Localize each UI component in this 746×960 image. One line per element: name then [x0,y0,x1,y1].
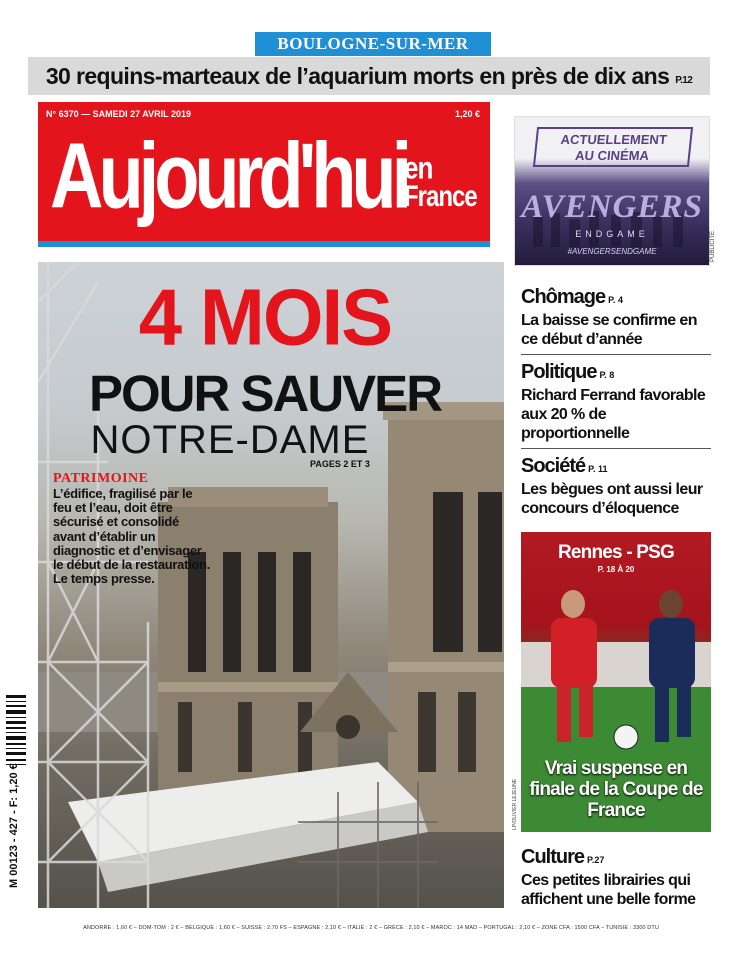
teaser-culture[interactable] [521,846,711,920]
teaser-category: Société [521,455,586,477]
teaser-category: Politique [521,361,597,383]
ad-subtitle: ENDGAME [575,229,649,239]
teaser-page: P. 8 [599,370,615,380]
sport-caption: Vrai suspense en finale de la Coupe de France [529,758,703,821]
masthead-logo-france: France [404,179,477,214]
sport-teaser[interactable] [521,532,711,832]
ad-badge-line1: ACTUELLEMENT [559,132,668,147]
avengers-ad[interactable] [514,116,710,266]
ad-label: PUBLICITÉ [710,230,716,262]
teaser-page: P. 11 [588,464,608,474]
teaser-page: P. 4 [608,295,623,305]
masthead [38,102,490,247]
lede-text: L’édifice, fragilisé par le feu et l’eau, doit être sécurisé et consolidé avant d’établir un diagnostic et d’envisager le début de la restauration. Le temps presse. [53,486,211,587]
teaser-chomage[interactable] [521,286,711,355]
masthead-logo-en: en [404,149,433,186]
main-headline-4-mois[interactable]: 4 MOIS [138,272,392,362]
teaser-text: Les bègues ont aussi leur concours d’éloquence [521,481,703,517]
top-headline-page: P.12 [675,74,693,86]
main-pages: PAGES 2 ET 3 [310,459,370,469]
sport-title: Rennes - PSG [557,542,675,563]
lede-kicker: PATRIMOINE [53,471,149,486]
teaser-text: Richard Ferrand favorable aux 20 % de proportionnelle [521,387,706,442]
teaser-politique[interactable] [521,361,711,449]
barcode-text: M 00123 - 427 - F: 1,20 € [8,763,20,888]
top-headline-text: 30 requins-marteaux de l’aquarium morts en près de dix ans [45,62,670,89]
teaser-page: P.27 [587,855,605,865]
teaser-category: Chômage [521,286,606,308]
foreign-prices: ANDORRE : 1,60 € – DOM-TOM : 2 € – BELGIQUE : 1,60 € – SUISSE : 2,70 FS – ESPAGNE : 2,10 € – ITALIE : 2 € – GRÈCE : 2,10 € – MAROC : 14 MAD – PORTUGAL : 2,10 € – ZONE CFA : 1500 CFA – TUNISIE : 3300 DTU [83,925,659,931]
ad-title: AVENGERS [521,189,703,225]
issue-info: N° 6370 — SAMEDI 27 AVRIL 2019 [46,109,191,119]
teaser-column [521,286,711,529]
sport-pages: P. 18 À 20 [597,565,635,574]
ad-hashtag: #AVENGERSENDGAME [567,247,657,256]
top-kicker: BOULOGNE-SUR-MER [255,32,491,56]
main-headline-notre-dame[interactable]: NOTRE-DAME [90,418,370,462]
teaser-category: Culture [521,846,584,868]
cover-price: 1,20 € [454,109,480,119]
teaser-text: La baisse se confirme en ce début d’année [521,312,697,348]
teaser-societe[interactable] [521,455,711,523]
masthead-blue-rule [38,241,490,247]
photo-credit: LP/OLIVIER LEJEUNE [512,778,518,830]
masthead-logo: Aujourd'hui [50,123,408,228]
top-headline[interactable] [28,57,710,95]
main-headline-pour-sauver[interactable]: POUR SAUVER [88,365,442,422]
ad-badge-line2: AU CINÉMA [574,148,650,163]
teaser-text: Ces petites librairies qui affichent une belle forme [521,872,696,908]
